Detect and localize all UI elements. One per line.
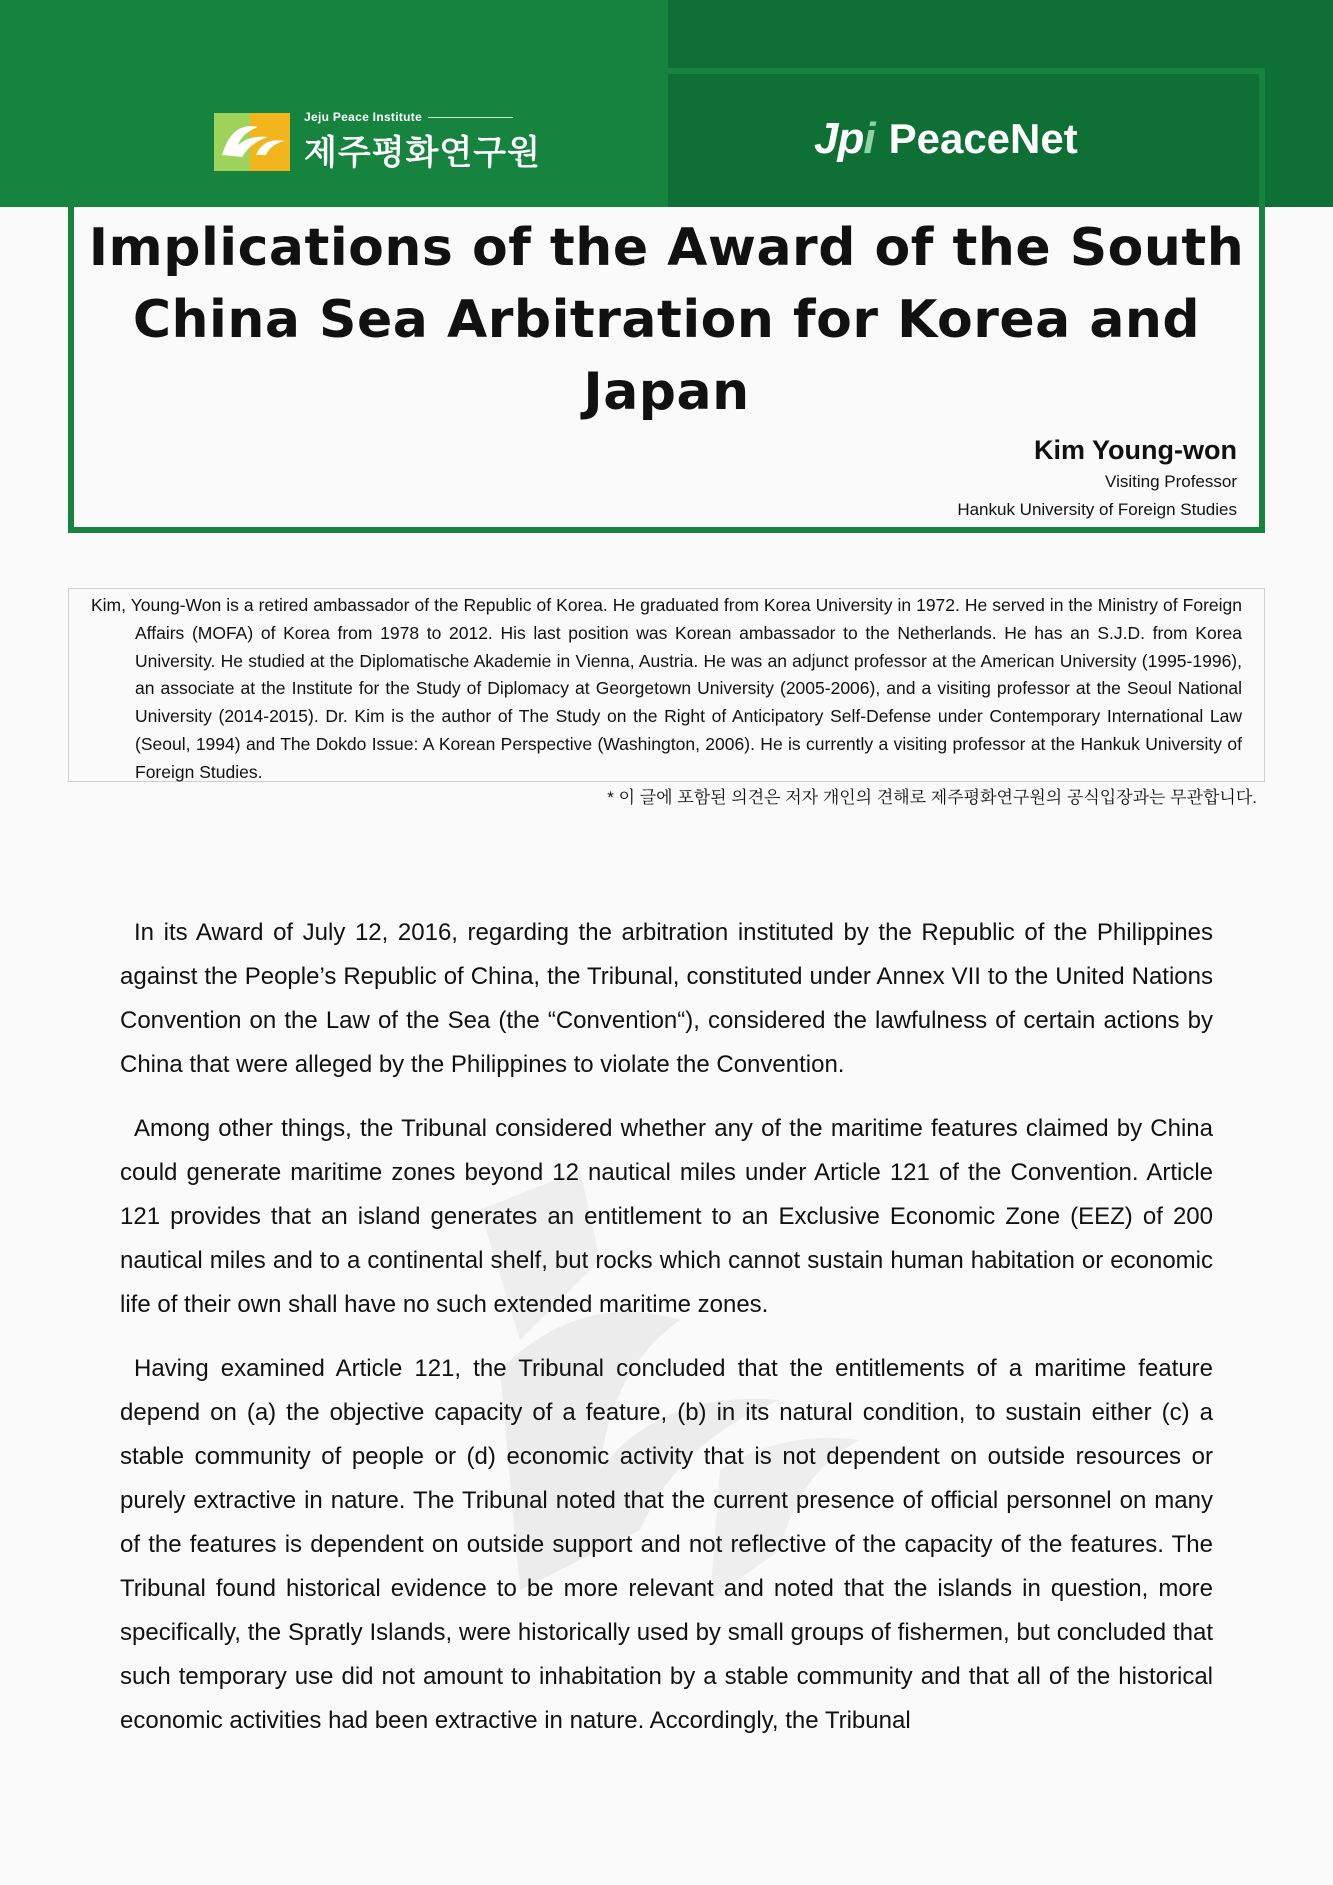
body-paragraph: In its Award of July 12, 2016, regarding the arbitration instituted by the Republic of the Philippines against the People’s Republic of China, the Tribunal, constituted under Annex VII to the United Nations Convention on the Law of the Sea (the “Convention“), considered the lawfulness of certain actions by China that were alleged by the Philippines to violate the Convention.: [120, 919, 1213, 1078]
author-affiliation: Hankuk University of Foreign Studies: [957, 500, 1237, 519]
document-title: [74, 212, 1259, 428]
jpi-mark-i: i: [863, 114, 875, 163]
jpi-mark-jp: Jp: [814, 114, 864, 163]
title-frame: [68, 68, 1265, 533]
title-line-2: China Sea Arbitration for Korea and Japan: [132, 290, 1201, 422]
peacenet-wordmark: PeaceNet: [888, 115, 1078, 162]
header-logos: [74, 74, 1259, 207]
body-paragraph: Among other things, the Tribunal considered whether any of the maritime features claimed by China could generate maritime zones beyond 12 nautical miles under Article 121 of the Convention. Article 121 provides that an island generates an entitlement to an Exclusive Economic Zone (EEZ) of 200 nautical miles and to a continental shelf, but rocks which cannot sustain human habitation or economic life of their own shall have no such extended maritime zones.: [120, 1115, 1213, 1318]
author-block: [957, 432, 1237, 524]
author-bio-box: [68, 588, 1265, 782]
jeju-peace-institute-logo: [212, 110, 541, 174]
bird-logo-icon: [212, 111, 292, 173]
title-line-1: Implications of the Award of the South: [88, 218, 1245, 278]
article-body: [120, 911, 1213, 1763]
disclaimer-note: * 이 글에 포함된 의견은 저자 개인의 견해로 제주평화연구원의 공식입장과는 무관합니다.: [607, 788, 1257, 807]
institute-name-ko: 제주평화연구원: [304, 134, 541, 172]
author-bio: Kim, Young-Won is a retired ambassador of the Republic of Korea. He graduated from Korea University in 1972. He served in the Ministry of Foreign Affairs (MOFA) of Korea from 1978 to 2012. His last position was Korean ambassador to the Netherlands. He has an S.J.D. from Korea University. He studied at the Diplomatische Akademie in Vienna, Austria. He was an adjunct professor at the American University (1995-1996), an associate at the Institute for the Study of Diplomacy at Georgetown University (2005-2006), and a visiting professor at the Seoul National University (2014-2015). Dr. Kim is the author of The Study on the Right of Anticipatory Self-Defense under Contemporary International Law (Seoul, 1994) and The Dokdo Issue: A Korean Perspective (Washington, 2006). He is currently a visiting professor at the Hankuk University of Foreign Studies.: [91, 595, 1242, 782]
author-name: Kim Young-won: [1034, 435, 1237, 465]
jpi-mark: [814, 114, 875, 164]
jpi-peacenet-logo: [814, 114, 1078, 164]
institute-name-en: Jeju Peace Institute: [304, 110, 541, 124]
body-paragraph: Having examined Article 121, the Tribunal concluded that the entitlements of a maritime feature depend on (a) the objective capacity of a feature, (b) in its natural condition, to sustain either (c) a stable community of people or (d) economic activity that is not dependent on outside resources or purely extractive in nature. The Tribunal noted that the current presence of official personnel on many of the features is dependent on outside support and not reflective of the capacity of the features. The Tribunal found historical evidence to be more relevant and noted that the islands in question, more specifically, the Spratly Islands, were historically used by small groups of fishermen, but concluded that such temporary use did not amount to inhabitation by a stable community and that all of the historical economic activities had been extractive in nature. Accordingly, the Tribunal: [120, 1355, 1213, 1734]
author-position: Visiting Professor: [1105, 472, 1237, 491]
